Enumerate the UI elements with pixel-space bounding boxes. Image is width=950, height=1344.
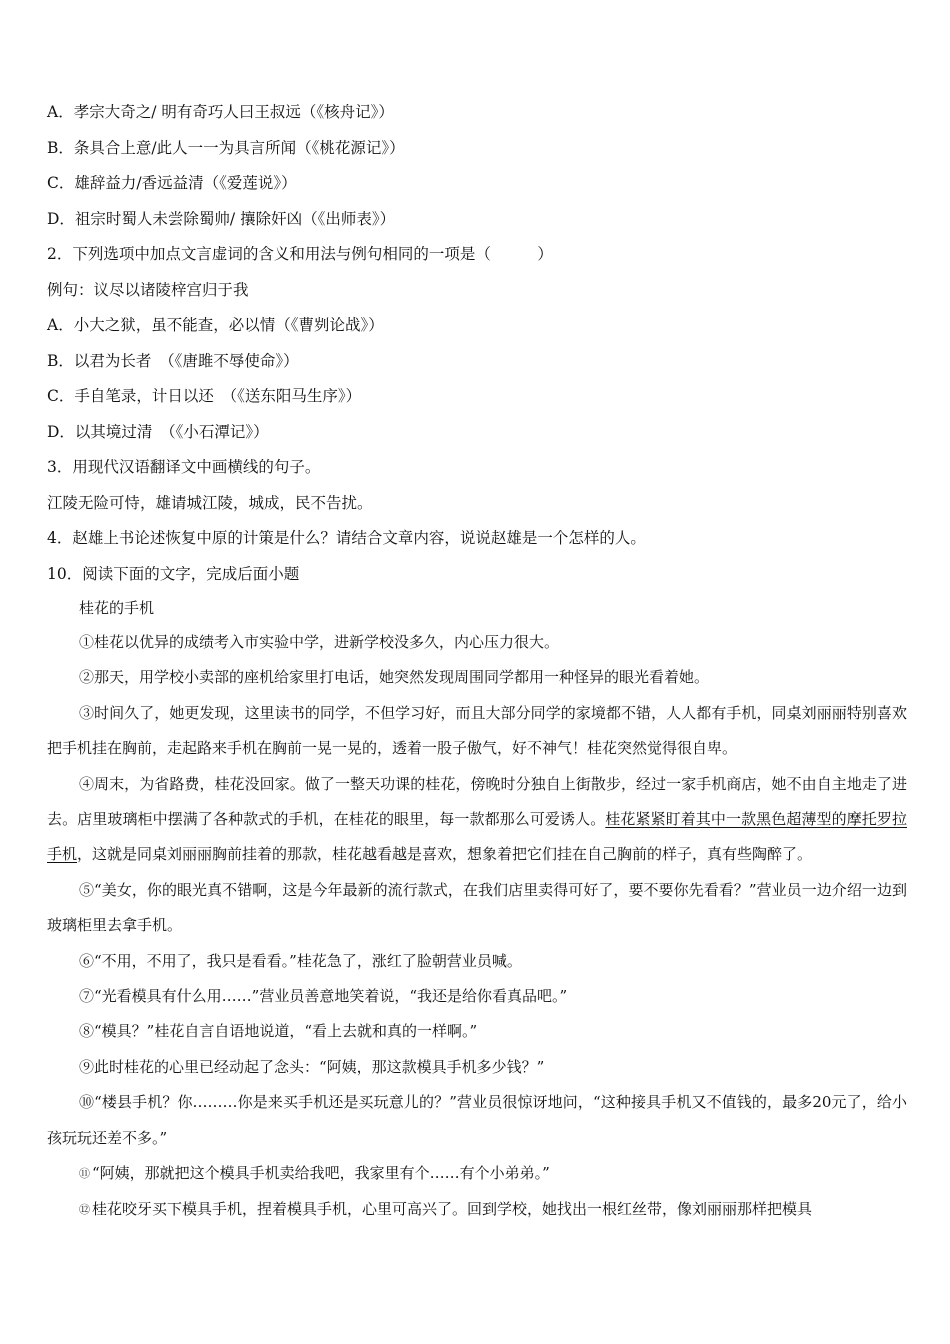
article-paragraph-11 bbox=[47, 1156, 907, 1191]
p11-text: “阿姨，那就把这个模具手机卖给我吧，我家里有个……有个小弟弟。” bbox=[92, 1164, 550, 1183]
article-paragraph-10: ⑩“楼县手机？你………你是来买手机还是买玩意儿的？”营业员很惊讶地问，“这种接具手机又不值钱的，最多20元了，给小孩玩玩还差不多。” bbox=[47, 1093, 907, 1147]
q1-option-d: D．祖宗时蜀人未尝除蜀帅/ 攘除奸凶（《出师表》） bbox=[47, 209, 396, 228]
paragraph-11-number: ⑪ bbox=[79, 1167, 90, 1181]
article-paragraph-6: ⑥“不用，不用了，我只是看看。”桂花急了，涨红了脸朝营业员喊。 bbox=[79, 951, 522, 970]
q1-option-b: B．条具合上意/此人一一为具言所闻（《桃花源记》） bbox=[47, 138, 405, 157]
q10-stem: 10．阅读下面的文字，完成后面小题 bbox=[47, 564, 300, 583]
article-paragraph-4 bbox=[47, 767, 907, 873]
q4-stem: 4．赵雄上书论述恢复中原的计策是什么？请结合文章内容，说说赵雄是一个怎样的人。 bbox=[47, 529, 646, 547]
article-title: 桂花的手机 bbox=[79, 599, 155, 617]
article-paragraph-2: ②那天，用学校小卖部的座机给家里打电话，她突然发现周围同学都用一种怪异的眼光看着她。 bbox=[79, 668, 710, 687]
q2-example: 例句：议尽以诸陵梓宫归于我 bbox=[47, 280, 249, 299]
article-paragraph-8: ⑧“模具？”桂花自言自语地说道，“看上去就和真的一样啊。” bbox=[79, 1022, 478, 1041]
article-paragraph-1: ①桂花以优异的成绩考入市实验中学，进新学校没多久，内心压力很大。 bbox=[79, 633, 560, 651]
q2-option-a: A．小大之狱，虽不能查，必以情（《曹刿论战》） bbox=[47, 316, 384, 334]
article-paragraph-12 bbox=[47, 1192, 907, 1227]
q3-sentence: 江陵无险可恃，雄请城江陵，城成，民不告扰。 bbox=[47, 493, 373, 512]
q1-option-a: A．孝宗大奇之/ 明有奇巧人曰王叔远（《核舟记》） bbox=[47, 103, 394, 121]
document-page bbox=[47, 95, 907, 1227]
article-paragraph-5: ⑤“美女，你的眼光真不错啊，这是今年最新的流行款式，在我们店里卖得可好了，要不要你先看看？”营业员一边介绍一边到玻璃柜里去拿手机。 bbox=[47, 880, 907, 935]
p4-underlined-sentence: 桂花紧紧盯着其中一款黑色超薄型的摩托罗拉手机 bbox=[47, 810, 907, 864]
article-paragraph-3: ③时间久了，她更发现，这里读书的同学，不但学习好，而且大部分同学的家境都不错，人人都有手机，同桌刘丽丽特别喜欢把手机挂在胸前，走起路来手机在胸前一晃一晃的，透着一股子傲气，好不神气！桂花突然觉得很自卑。 bbox=[47, 703, 907, 758]
article-paragraph-7: ⑦“光看模具有什么用……”营业员善意地笑着说，“我还是给你看真品吧。” bbox=[79, 987, 568, 1006]
article-paragraph-9: ⑨此时桂花的心里已经动起了念头：“阿姨，那这款模具手机多少钱？” bbox=[79, 1057, 545, 1076]
q3-stem: 3．用现代汉语翻译文中画横线的句子。 bbox=[47, 458, 321, 476]
paragraph-12-number: ⑫ bbox=[79, 1202, 90, 1216]
q2-option-b: B．以君为长者 （《唐雎不辱使命》） bbox=[47, 351, 299, 370]
q2-stem: 2．下列选项中加点文言虚词的含义和用法与例句相同的一项是（ ） bbox=[47, 245, 553, 263]
q2-option-d: D．以其境过清 （《小石潭记》） bbox=[47, 422, 269, 441]
p12-text: 桂花咬牙买下模具手机，捏着模具手机，心里可高兴了。回到学校，她找出一根红丝带，像刘丽丽那样把模具 bbox=[92, 1199, 813, 1218]
p4-text-after: ，这就是同桌刘丽丽胸前挂着的那款，桂花越看越是喜欢，想象着把它们挂在自己胸前的样子，真有些陶醉了。 bbox=[77, 845, 813, 864]
q2-option-c: C．手自笔录，计日以还 （《送东阳马生序》） bbox=[47, 387, 362, 405]
q1-option-c: C．雄辞益力/香远益清（《爱莲说》） bbox=[47, 174, 297, 192]
p4-text-before: ④周末，为省路费，桂花没回家。做了一整天功课的桂花，傍晚时分独自上街散步，经过一家手机商店，她不由自主地走了进去。店里玻璃柜中摆满了各种款式的手机，在桂花的眼里，每一款都那么可爱诱人。 bbox=[47, 774, 907, 829]
